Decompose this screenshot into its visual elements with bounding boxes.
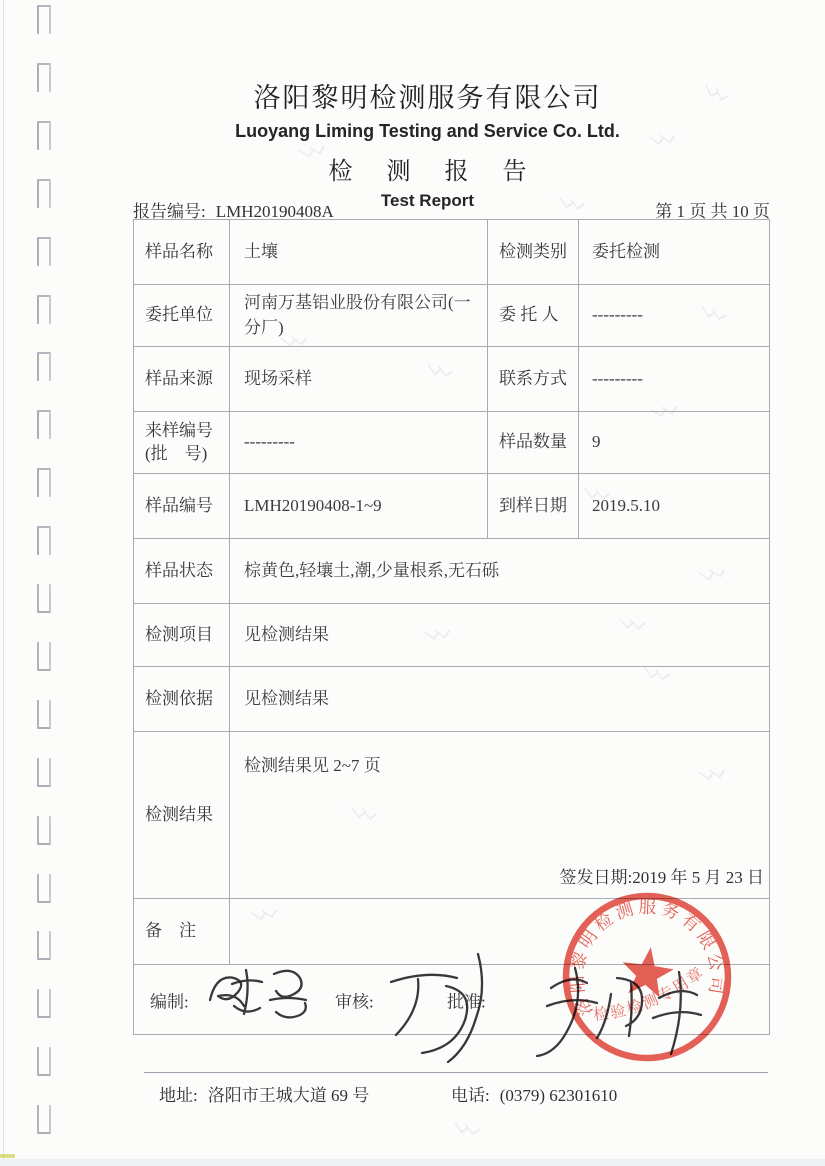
reviewed-by-label: 审核: bbox=[335, 992, 374, 1011]
cell-label bbox=[134, 412, 229, 473]
binding-hole bbox=[37, 410, 51, 439]
report-number-value: LMH20190408A bbox=[215, 202, 334, 221]
cell-label: 委托单位 bbox=[145, 305, 213, 325]
cell-label-line2: (批 号) bbox=[145, 443, 208, 463]
binding-hole bbox=[37, 931, 51, 960]
cell-value: 见检测结果 bbox=[229, 604, 769, 666]
cell-value: --------- bbox=[578, 285, 769, 346]
table-row bbox=[134, 731, 769, 898]
table-row bbox=[134, 411, 769, 473]
binding-hole bbox=[37, 352, 51, 381]
cell-label: 检测类别 bbox=[487, 220, 578, 284]
cell-value: 见检测结果 bbox=[229, 667, 769, 731]
binding-hole bbox=[37, 642, 51, 671]
binding-hole bbox=[37, 295, 51, 324]
binding-hole bbox=[37, 816, 51, 845]
paper-edge-line bbox=[3, 0, 4, 1166]
cell-value: LMH20190408-1~9 bbox=[229, 474, 487, 538]
cell-label: 检测结果 bbox=[145, 804, 213, 824]
company-name-en: Luoyang Liming Testing and Service Co. Ltd. bbox=[235, 121, 620, 141]
footer-divider bbox=[144, 1072, 768, 1073]
binding-hole bbox=[37, 121, 51, 150]
cell-value bbox=[229, 732, 769, 898]
watermark-mark bbox=[454, 1118, 482, 1136]
prepared-by-label: 编制: bbox=[150, 992, 189, 1011]
table-row bbox=[134, 666, 769, 731]
cell-label: 样品编号 bbox=[145, 495, 213, 515]
scan-artifact-mark bbox=[0, 1154, 15, 1158]
phone-value: (0379) 62301610 bbox=[499, 1086, 618, 1105]
cell-value: 2019.5.10 bbox=[578, 474, 769, 538]
page-title-en: Test Report bbox=[380, 191, 475, 210]
binding-hole bbox=[37, 758, 51, 787]
cell-value: 土壤 bbox=[229, 220, 487, 284]
seal-ring-text: 洛阳黎明检测服务有限公司 bbox=[566, 896, 728, 1019]
cell-label: 样品名称 bbox=[145, 241, 213, 261]
binding-hole bbox=[37, 5, 51, 34]
cell-label: 样品状态 bbox=[145, 560, 213, 580]
reviewed-signature bbox=[391, 954, 482, 1062]
binding-hole bbox=[37, 237, 51, 266]
cell-label: 备 注 bbox=[145, 921, 196, 941]
cell-value: 委托检测 bbox=[578, 220, 769, 284]
scan-bottom-shadow bbox=[0, 1159, 825, 1166]
approved-by-label: 批准: bbox=[447, 992, 486, 1011]
cell-value: --------- bbox=[578, 347, 769, 411]
cell-value: 9 bbox=[578, 412, 769, 473]
table-row bbox=[134, 284, 769, 346]
cell-value: 河南万基铝业股份有限公司(一分厂) bbox=[229, 285, 487, 346]
issue-date: 签发日期:2019 年 5 月 23 日 bbox=[559, 868, 764, 888]
cell-label: 检测依据 bbox=[145, 688, 213, 708]
cell-label: 到样日期 bbox=[487, 474, 578, 538]
binding-hole bbox=[37, 468, 51, 497]
prepared-signature bbox=[210, 970, 306, 1017]
cell-label: 委 托 人 bbox=[487, 285, 578, 346]
cell-label-line1: 来样编号 bbox=[145, 421, 213, 441]
page-title: 检 测 报 告 bbox=[328, 159, 541, 185]
address bbox=[159, 1081, 369, 1106]
binding-hole bbox=[37, 1105, 51, 1134]
page-indicator: 第 1 页 共 10 页 bbox=[655, 202, 770, 221]
cell-label: 联系方式 bbox=[487, 347, 578, 411]
binding-hole bbox=[37, 526, 51, 555]
binding-hole bbox=[37, 63, 51, 92]
phone bbox=[451, 1081, 617, 1106]
cell-value: 现场采样 bbox=[229, 347, 487, 411]
phone-label: 电话: bbox=[451, 1086, 490, 1105]
binding-hole bbox=[37, 1047, 51, 1076]
cell-label: 样品来源 bbox=[145, 368, 213, 388]
binding-hole bbox=[37, 584, 51, 613]
company-name-cn: 洛阳黎明检测服务有限公司 bbox=[253, 83, 602, 113]
table-row bbox=[134, 220, 769, 284]
seal-inner-text: 检验检测专用章 bbox=[592, 963, 709, 1025]
address-label: 地址: bbox=[159, 1086, 198, 1105]
cell-value: 棕黄色,轻壤土,潮,少量根系,无石砾 bbox=[229, 539, 769, 603]
binding-hole bbox=[37, 179, 51, 208]
cell-label: 检测项目 bbox=[145, 624, 213, 644]
company-seal bbox=[556, 886, 738, 1068]
table-row bbox=[134, 346, 769, 411]
cell-value: --------- bbox=[229, 412, 487, 473]
binding-hole bbox=[37, 874, 51, 903]
table-row bbox=[134, 473, 769, 538]
binding-hole bbox=[37, 989, 51, 1018]
report-header bbox=[90, 76, 765, 211]
table-row bbox=[134, 603, 769, 666]
report-number-label: 报告编号: bbox=[133, 202, 206, 221]
result-reference: 检测结果见 2~7 页 bbox=[244, 756, 381, 775]
cell-label: 样品数量 bbox=[487, 412, 578, 473]
table-row bbox=[134, 538, 769, 603]
address-value: 洛阳市王城大道 69 号 bbox=[207, 1086, 370, 1105]
binding-hole bbox=[37, 700, 51, 729]
